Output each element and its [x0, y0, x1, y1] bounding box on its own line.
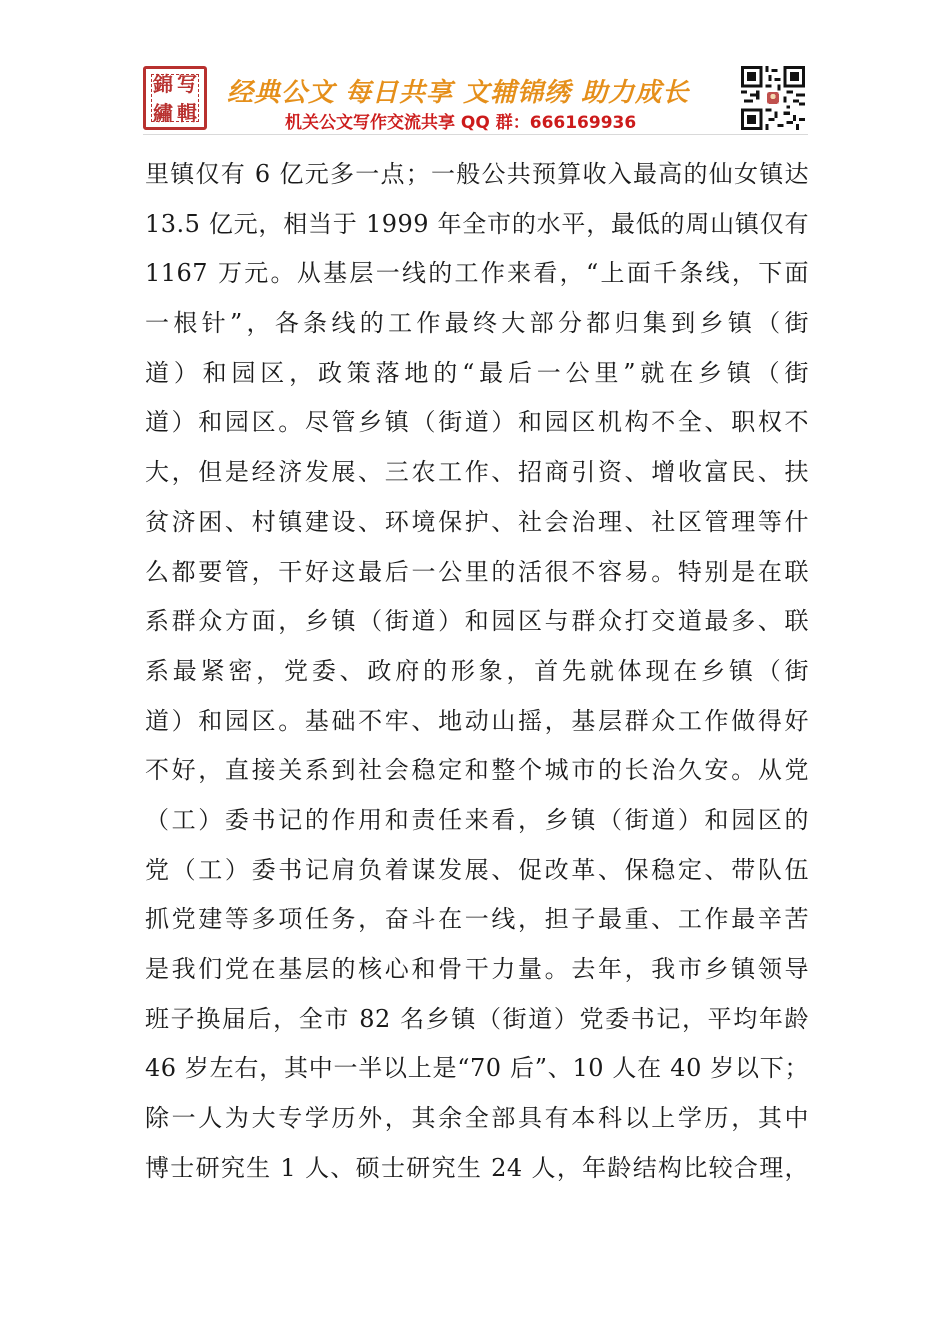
text-line: 里镇仅有 6 亿元多一点；一般公共预算收入最高的仙女镇达 [145, 160, 809, 188]
text-line: 46 岁左右，其中一半以上是“70 后”、10 人在 40 岁以下； [145, 1054, 809, 1083]
seal-logo-icon [143, 66, 207, 130]
text-line: 班子换届后，全市 82 名乡镇（街道）党委书记，平均年龄 [145, 1004, 809, 1033]
text-line: 道）和园区，政策落地的“最后一公里”就在乡镇（街 [145, 358, 809, 387]
text-line: 1167 万元。从基层一线的工作来看，“上面千条线，下面 [145, 259, 809, 288]
header-divider [143, 134, 808, 135]
seal-char: 輯 [177, 100, 197, 125]
text-line: 抓党建等多项任务，奋斗在一线，担子最重、工作最辛苦 [145, 905, 809, 934]
seal-char: 繡 [153, 100, 173, 125]
text-line: （工）委书记的作用和责任来看，乡镇（街道）和园区的 [145, 805, 809, 834]
seal-char: 写 [177, 71, 197, 96]
text-line: 道）和园区。尽管乡镇（街道）和园区机构不全、职权不 [145, 408, 809, 437]
header-slogan: 经典公文 每日共享 文辅锦绣 助力成长 [227, 78, 690, 108]
text-line: 党（工）委书记肩负着谋发展、促改革、保稳定、带队伍 [145, 855, 809, 884]
text-line: 系群众方面，乡镇（街道）和园区与群众打交道最多、联 [145, 607, 809, 636]
text-line: 13.5 亿元，相当于 1999 年全市的水平，最低的周山镇仅有 [145, 209, 809, 238]
text-line: 是我们党在基层的核心和骨干力量。去年，我市乡镇领导 [145, 955, 809, 983]
text-line: 除一人为大专学历外，其余全部具有本科以上学历，其中 [145, 1104, 809, 1133]
document-body [145, 150, 809, 1193]
text-line: 大，但是经济发展、三农工作、招商引资、增收富民、扶 [145, 458, 809, 487]
text-line: 不好，直接关系到社会稳定和整个城市的长治久安。从党 [145, 756, 809, 785]
qq-group-line: 机关公文写作交流共享 QQ 群：666169936 [285, 113, 637, 133]
text-line: 么都要管，干好这最后一公里的活很不容易。特别是在联 [145, 557, 809, 586]
text-line: 博士研究生 1 人、硕士研究生 24 人，年龄结构比较合理， [145, 1153, 809, 1182]
text-line: 系最紧密，党委、政府的形象，首先就体现在乡镇（街 [145, 656, 809, 685]
seal-char: 錦 [153, 71, 173, 96]
page-header [143, 66, 808, 134]
text-line: 贫济困、村镇建设、环境保护、社会治理、社区管理等什 [145, 507, 809, 536]
text-line: 一根针”，各条线的工作最终大部分都归集到乡镇（街 [145, 309, 809, 338]
qr-code-icon [741, 66, 805, 130]
text-line: 道）和园区。基础不牢、地动山摇，基层群众工作做得好 [145, 706, 809, 735]
